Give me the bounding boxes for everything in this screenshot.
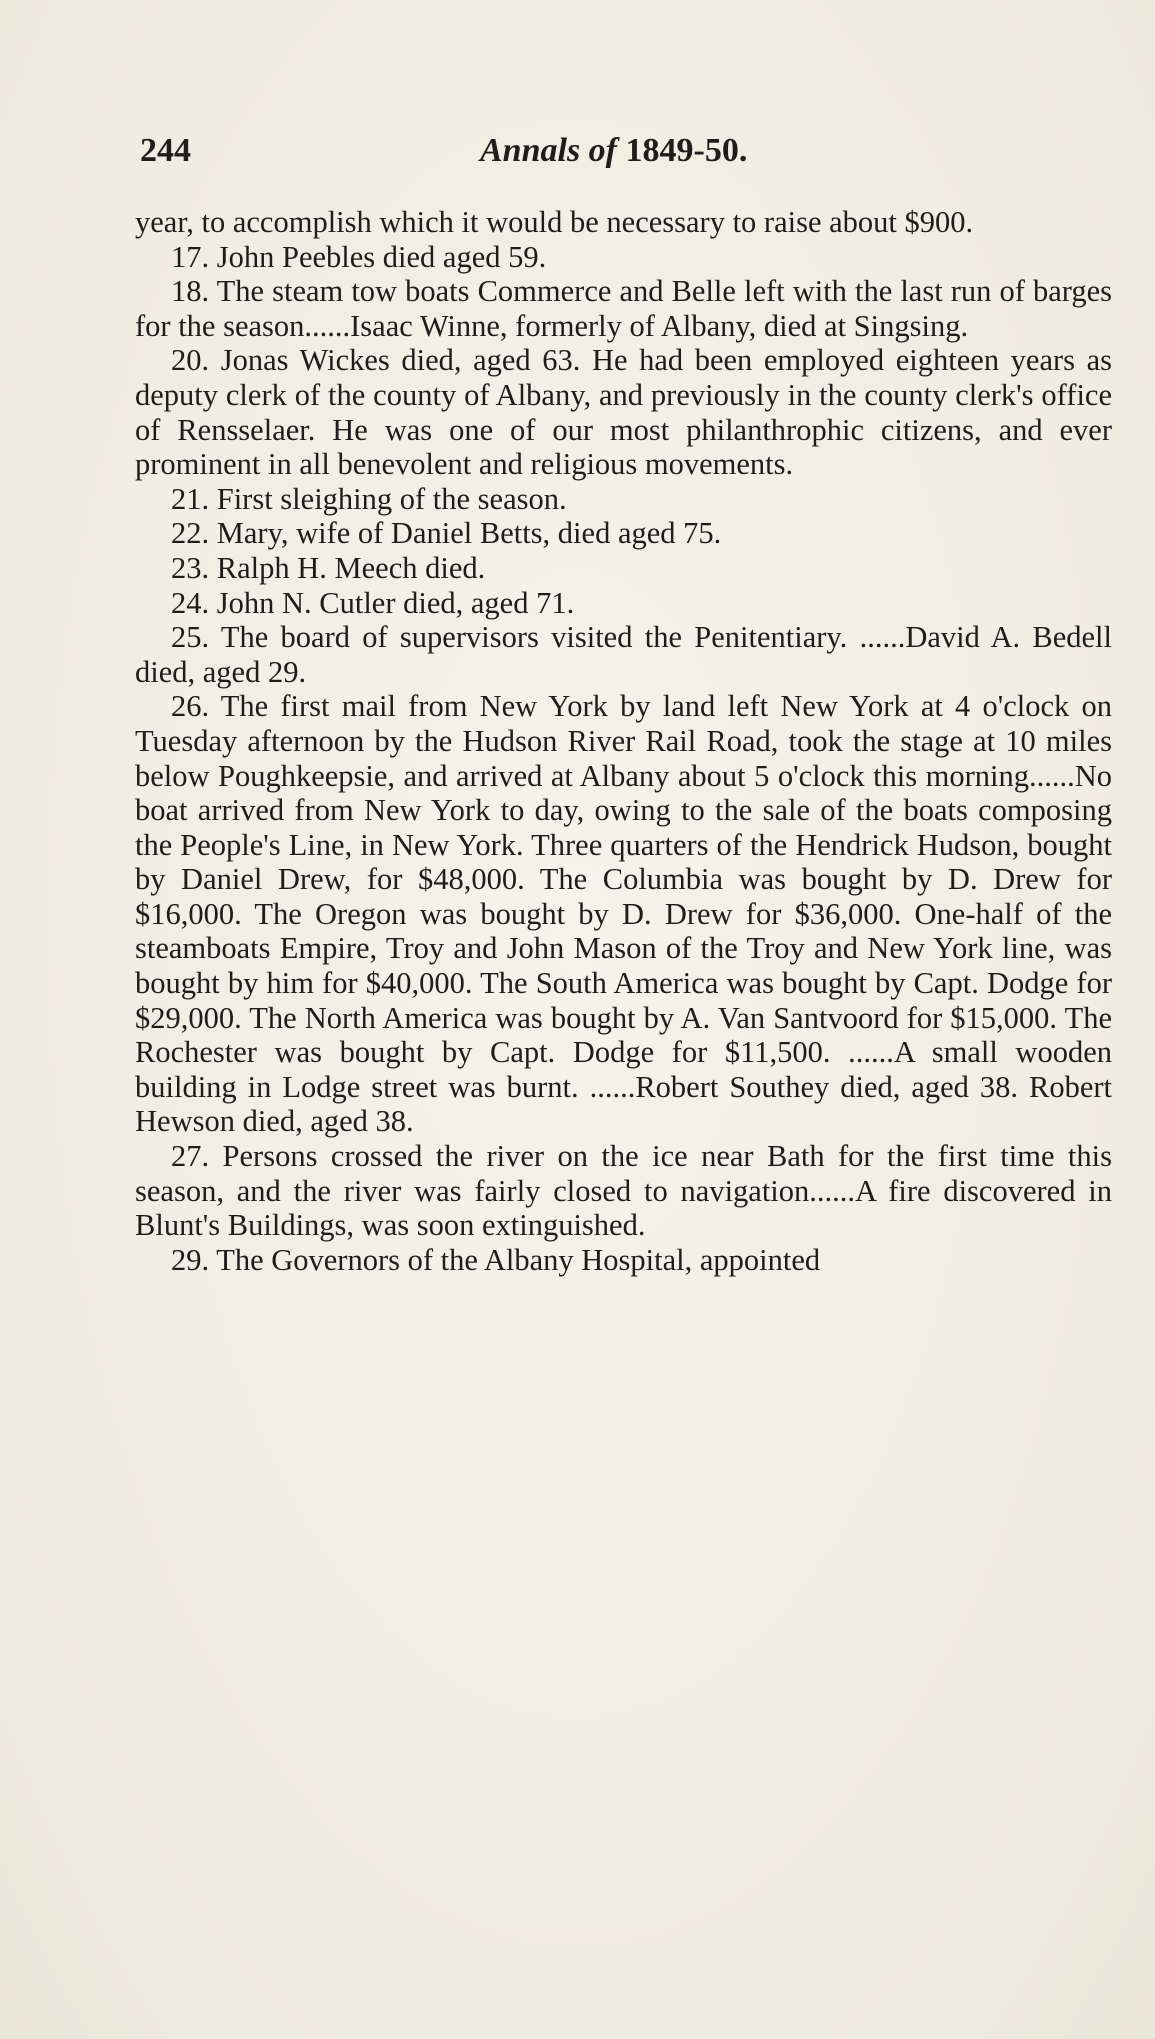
entry-20: 20. Jonas Wickes died, aged 63. He had been employed eighteen years as deputy clerk of the county of Albany, and previously in the county clerk's office of Rensselaer. He was one of our most philanthrophic citizens, and ever prominent in all benevolent and religious movements. [135,343,1112,482]
entry-21: 21. First sleighing of the season. [171,481,567,516]
running-title-years: 1849-50. [625,132,748,169]
entry-29: 29. The Governors of the Albany Hospital, appointed [171,1242,821,1277]
running-title-italic: Annals of [480,132,617,169]
entry-23: 23. Ralph H. Meech died. [171,550,486,585]
entry-22: 22. Mary, wife of Daniel Betts, died aged 75. [171,516,722,551]
entry-26: 26. The first mail from New York by land left New York at 4 o'clock on Tuesday afternoon by the Hudson River Rail Road, took the stage at 10 miles below Poughkeepsie, and arrived at Albany about 5 o'clock this morning......No boat arrived from New York to day, owing to the sale of the boats composing the People's Line, in New York. Three quarters of the Hendrick Hudson, bought by Daniel Drew, for $48,000. The Columbia was bought by D. Drew for $16,000. The Oregon was bought by D. Drew for $36,000. One-half of the steamboats Empire, Troy and John Mason of the Troy and New York line, was bought by him for $40,000. The South America was bought by Capt. Dodge for $29,000. The North America was bought by A. Van Santvoord for $15,000. The Rochester was bought by Capt. Dodge for $11,500. ......A small wooden building in Lodge street was burnt. ......Robert Southey died, aged 38. Robert Hewson died, aged 38. [135,689,1112,1139]
entry-24: 24. John N. Cutler died, aged 71. [171,585,575,620]
entry-18: 18. The steam tow boats Commerce and Belle left with the last run of barges for the season......Isaac Winne, formerly of Albany, died at Singsing. [135,274,1112,343]
body-text [135,205,1112,1277]
running-title [480,132,747,170]
paragraph-continuation: year, to accomplish which it would be necessary to raise about $900. [135,205,974,239]
running-header [140,132,1112,176]
entry-25: 25. The board of supervisors visited the Penitentiary. ......David A. Bedell died, aged 29. [135,620,1112,689]
page-number: 244 [140,132,191,169]
entry-17: 17. John Peebles died aged 59. [171,239,547,274]
entry-27: 27. Persons crossed the river on the ice near Bath for the first time this season, and the river was fairly closed to navigation......A fire discovered in Blunt's Buildings, was soon extinguished. [135,1139,1112,1243]
